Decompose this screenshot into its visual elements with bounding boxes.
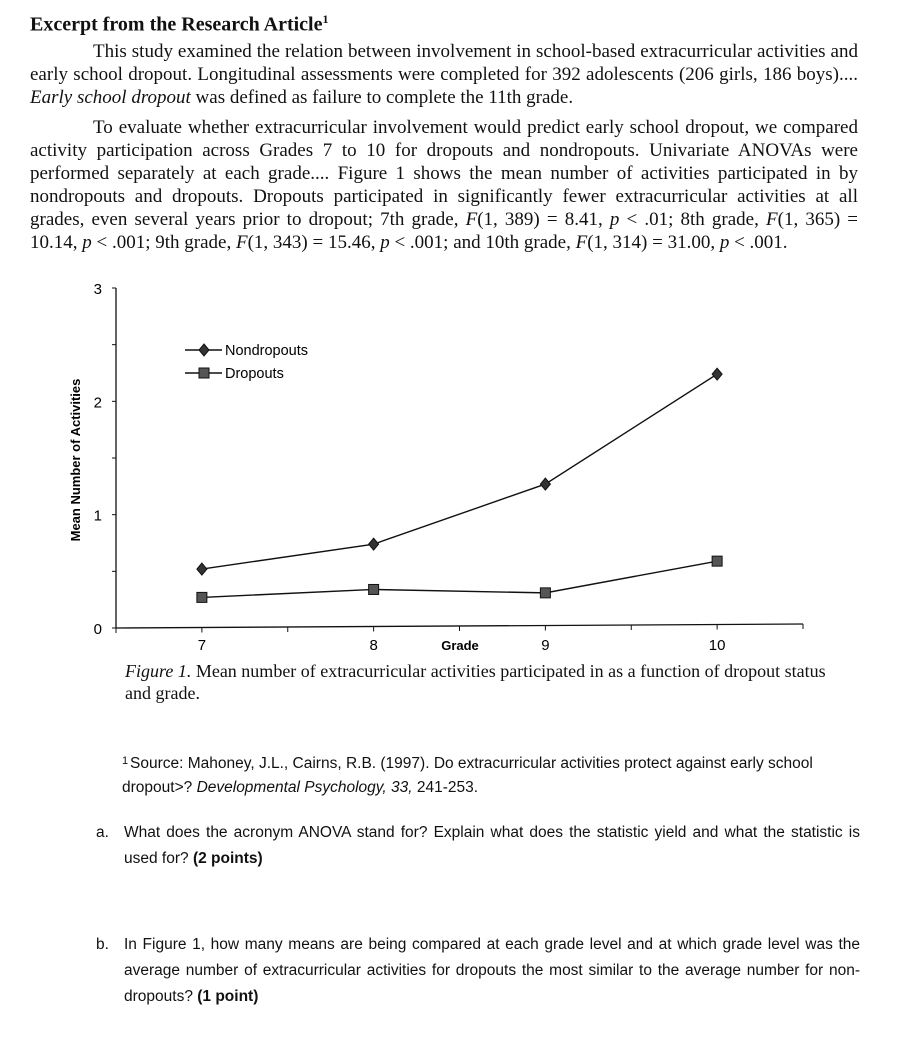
text-segment: < .01; 8th grade, bbox=[619, 209, 767, 230]
y-axis-label: Mean Number of Activities bbox=[68, 378, 83, 542]
question-label: a. bbox=[96, 824, 109, 841]
question-text: What does the acronym ANOVA stand for? Explain what does the statistic yield and what the statistic is used for? bbox=[124, 824, 860, 867]
title-text: Excerpt from the Research Article bbox=[30, 13, 323, 36]
square-marker-dropouts bbox=[369, 584, 379, 594]
text-segment: F bbox=[235, 232, 248, 253]
diamond-marker-nondropouts bbox=[540, 478, 550, 490]
text-segment: To evaluate whether extracurricular involvement would predict early school dropout, we compared activity participation across Grades 7 to 10 for dropouts and nondropouts. Univariate ANOVAs were performed separately at each grade.... Figure 1 shows the mean number of activities participated in by nondropouts and dropouts. Dropouts participated in significantly fewer extracurricular activities at all grades, even several years prior to dropout; 7th grade, bbox=[30, 117, 858, 230]
y-tick-label: 3 bbox=[93, 281, 102, 298]
text-segment: Source: Mahoney, J.L., Cairns, R.B. (1997). Do extracurricular activities protect against early school dropout>? bbox=[122, 755, 813, 796]
text-segment: 241-253. bbox=[412, 779, 479, 796]
x-tick-label: 10 bbox=[708, 637, 726, 654]
text-segment: F bbox=[575, 232, 588, 253]
series-line-dropouts bbox=[202, 561, 717, 597]
text-segment: < .001. bbox=[729, 232, 788, 253]
text-segment: p bbox=[380, 232, 390, 253]
text-segment: (1, 389) = 8.41, bbox=[477, 209, 610, 230]
paragraph-1 bbox=[30, 40, 858, 109]
caption-text: Mean number of extracurricular activities participated in as a function of dropout status and grade. bbox=[125, 661, 826, 703]
text-segment: < .001; 9th grade, bbox=[91, 232, 236, 253]
x-tick-label: 9 bbox=[541, 637, 550, 654]
diamond-marker-nondropouts bbox=[197, 563, 207, 575]
x-tick-label: 7 bbox=[197, 637, 207, 654]
x-axis-label: Grade bbox=[441, 638, 479, 653]
text-segment: < .001; and 10th grade, bbox=[389, 232, 576, 253]
figure-1-chart bbox=[0, 270, 906, 660]
question-points: (1 point) bbox=[197, 988, 259, 1005]
text-segment: (1, 343) = 15.46, bbox=[247, 232, 381, 253]
square-marker-dropouts bbox=[540, 588, 550, 598]
legend-diamond-icon bbox=[199, 344, 209, 356]
footnote-mark: 1 bbox=[122, 755, 129, 767]
text-segment: (1, 314) = 31.00, bbox=[587, 232, 720, 253]
diamond-marker-nondropouts bbox=[369, 538, 379, 550]
paragraph-2 bbox=[30, 116, 858, 254]
y-tick-label: 0 bbox=[93, 621, 102, 638]
text-segment: Early school dropout bbox=[30, 87, 191, 108]
excerpt-title bbox=[30, 12, 329, 37]
y-tick-label: 2 bbox=[93, 394, 102, 412]
diamond-marker-nondropouts bbox=[712, 368, 722, 380]
legend-label: Nondropouts bbox=[225, 343, 309, 359]
text-segment: p bbox=[82, 232, 92, 253]
footnote-reference: 1 bbox=[322, 12, 329, 26]
text-segment: This study examined the relation between involvement in school-based extracurricular activities and early school dropout. Longitudinal assessments were completed for 392 adolescents (206 girls, 186 boys).... bbox=[30, 41, 858, 85]
text-segment: p bbox=[719, 232, 730, 253]
legend-square-icon bbox=[199, 368, 209, 378]
figure-caption bbox=[125, 660, 845, 704]
question-text: In Figure 1, how many means are being compared at each grade level and at which grade level was the average number of extracurricular activities for dropouts the most similar to the average number for non-dropouts? bbox=[124, 936, 860, 1005]
caption-label: Figure 1. bbox=[125, 661, 192, 681]
text-segment: Developmental Psychology, 33, bbox=[196, 779, 413, 796]
text-segment: F bbox=[766, 209, 778, 230]
text-segment: (1, 365) = 10.14, bbox=[30, 209, 859, 253]
footnote-text bbox=[122, 752, 862, 800]
y-tick-label: 1 bbox=[93, 507, 102, 525]
text-segment: p bbox=[609, 209, 620, 230]
legend-label: Dropouts bbox=[225, 366, 284, 382]
square-marker-dropouts bbox=[712, 556, 722, 566]
source-footnote bbox=[122, 752, 862, 800]
text-segment: was defined as failure to complete the 11th grade. bbox=[190, 87, 574, 108]
text-segment: F bbox=[465, 209, 478, 230]
square-marker-dropouts bbox=[197, 592, 207, 602]
series-line-nondropouts bbox=[202, 374, 717, 569]
question-label: b. bbox=[96, 936, 109, 953]
question-points: (2 points) bbox=[192, 850, 263, 867]
x-tick-label: 8 bbox=[369, 637, 378, 654]
